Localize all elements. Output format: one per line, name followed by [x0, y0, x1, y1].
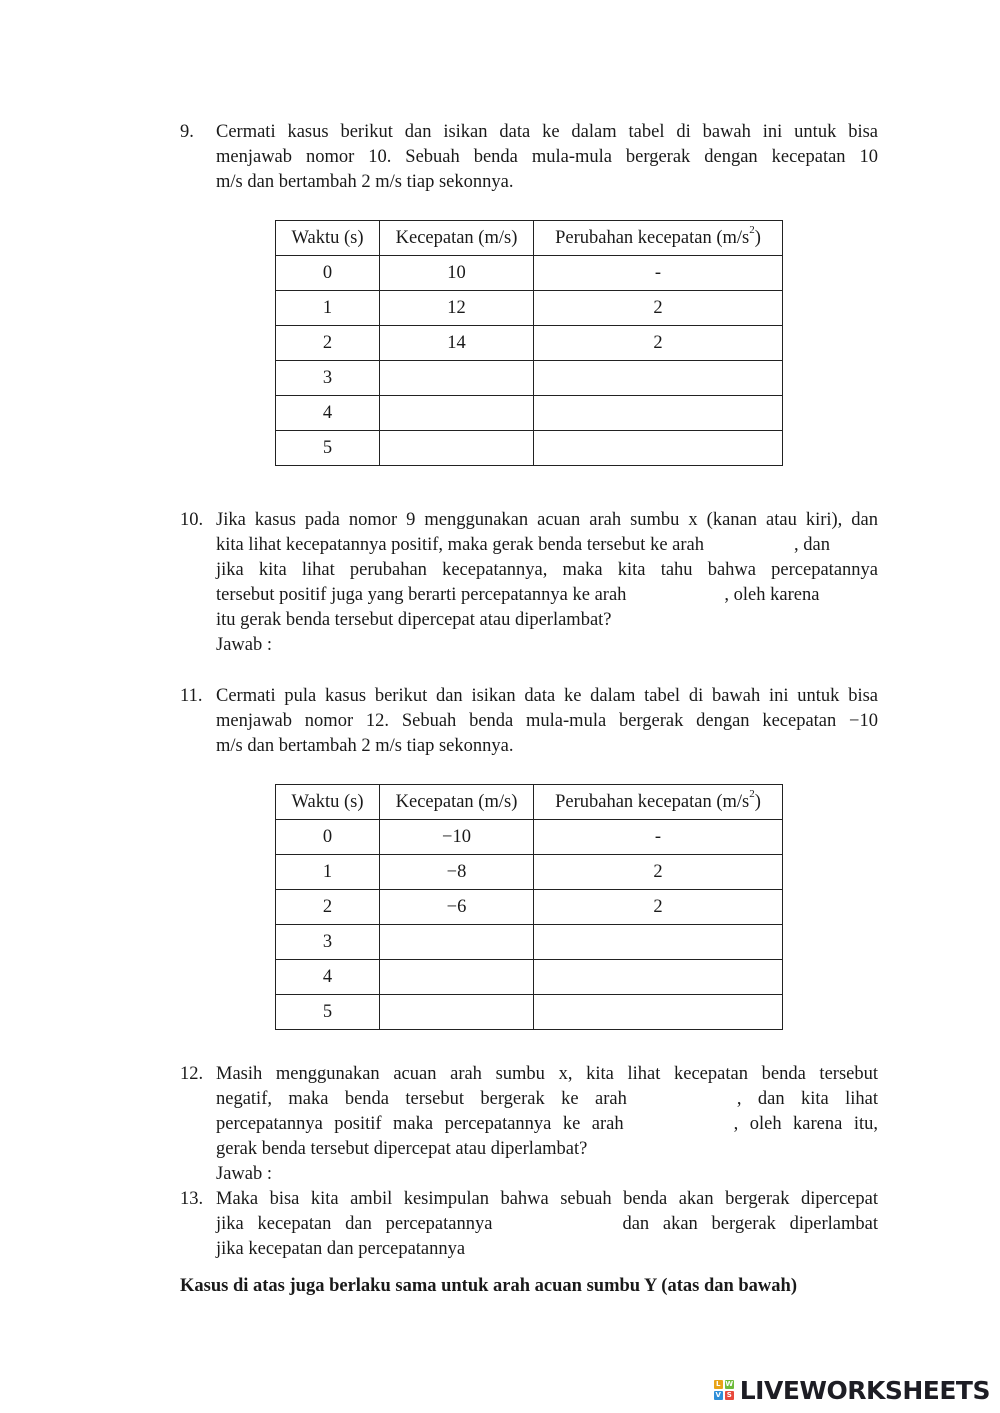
question-10-number: 10.	[180, 510, 204, 530]
answer-cell-velocity-change[interactable]	[534, 960, 783, 995]
cell-time: 0	[276, 256, 380, 291]
velocity-table-1	[275, 220, 783, 466]
header-velocity-change: Perubahan kecepatan $(m/s^2)$	[534, 221, 783, 256]
question-12-line-4: gerak benda tersebut dipercepat atau diperlambat?	[216, 1139, 588, 1159]
question-9-number: 9.	[180, 122, 194, 142]
header-velocity: Kecepatan (m/s)	[380, 221, 534, 256]
question-12-number: 12.	[180, 1064, 204, 1084]
table-row	[276, 855, 783, 890]
cell-time: 3	[276, 361, 380, 396]
question-10-text	[216, 508, 878, 658]
answer-cell-velocity-change[interactable]	[534, 925, 783, 960]
table-row	[276, 820, 783, 855]
cell-time: 4	[276, 960, 380, 995]
question-9-line-3: m/s dan bertambah 2 m/s tiap sekonnya.	[216, 172, 514, 192]
question-12-text	[216, 1062, 878, 1187]
brand-name: LIVEWORKSHEETS	[739, 1375, 990, 1405]
header-velocity-change: Perubahan kecepatan $(m/s^2)$	[534, 785, 783, 820]
liveworksheets-brand	[714, 1377, 990, 1403]
table-row	[276, 256, 783, 291]
answer-cell-velocity[interactable]	[380, 960, 534, 995]
question-10-line-2: kita lihat kecepatannya positif, maka gerak benda tersebut ke arah , dan	[216, 535, 830, 555]
answer-cell-velocity[interactable]	[380, 396, 534, 431]
answer-cell-velocity-change[interactable]	[534, 431, 783, 466]
cell-velocity-change: 2	[534, 890, 783, 925]
table-row	[276, 925, 783, 960]
question-12-answer-label: Jawab :	[216, 1164, 272, 1184]
table-row	[276, 960, 783, 995]
table-row	[276, 326, 783, 361]
cell-time: 0	[276, 820, 380, 855]
cell-velocity: −10	[380, 820, 534, 855]
question-12-line-3: percepatannya positif maka percepatannya ke arah , oleh karena itu,	[216, 1114, 878, 1134]
question-10-line-4: tersebut positif juga yang berarti percepatannya ke arah , oleh karena	[216, 585, 820, 605]
header-time: Waktu (s)	[276, 221, 380, 256]
table-header-row	[276, 785, 783, 820]
cell-time: 1	[276, 291, 380, 326]
cell-velocity-change: -	[534, 256, 783, 291]
question-9-line-1: Cermati kasus berikut dan isikan data ke dalam tabel di bawah ini untuk bisa	[216, 122, 878, 142]
cell-time: 2	[276, 890, 380, 925]
cell-velocity-change: 2	[534, 291, 783, 326]
question-11-line-3: m/s dan bertambah 2 m/s tiap sekonnya.	[216, 736, 514, 756]
question-13-number: 13.	[180, 1189, 204, 1209]
cell-time: 4	[276, 396, 380, 431]
velocity-table-2	[275, 784, 783, 1030]
answer-cell-velocity-change[interactable]	[534, 995, 783, 1030]
answer-cell-velocity-change[interactable]	[534, 361, 783, 396]
question-10-line-1: Jika kasus pada nomor 9 menggunakan acuan arah sumbu x (kanan atau kiri), dan	[216, 510, 878, 530]
question-11-line-1: Cermati pula kasus berikut dan isikan data ke dalam tabel di bawah ini untuk bisa	[216, 686, 878, 706]
answer-cell-velocity[interactable]	[380, 995, 534, 1030]
cell-velocity: 10	[380, 256, 534, 291]
header-time: Waktu (s)	[276, 785, 380, 820]
cell-time: 5	[276, 431, 380, 466]
answer-cell-velocity[interactable]	[380, 431, 534, 466]
table-row	[276, 396, 783, 431]
question-10-line-3: jika kita lihat perubahan kecepatannya, maka kita tahu bahwa percepatannya	[216, 560, 878, 580]
cell-velocity-change: 2	[534, 855, 783, 890]
cell-velocity-change: 2	[534, 326, 783, 361]
table-header-row	[276, 221, 783, 256]
cell-velocity: −6	[380, 890, 534, 925]
cell-time: 1	[276, 855, 380, 890]
answer-cell-velocity-change[interactable]	[534, 396, 783, 431]
question-12-line-1: Masih menggunakan acuan arah sumbu x, kita lihat kecepatan benda tersebut	[216, 1064, 878, 1084]
cell-time: 3	[276, 925, 380, 960]
table-row	[276, 995, 783, 1030]
answer-cell-velocity[interactable]	[380, 361, 534, 396]
liveworksheets-logo-icon: L W V S	[715, 1380, 734, 1399]
table-row	[276, 361, 783, 396]
question-13-text	[216, 1187, 878, 1262]
question-9-line-2: menjawab nomor 10. Sebuah benda mula-mula bergerak dengan kecepatan 10	[216, 147, 878, 167]
cell-velocity: −8	[380, 855, 534, 890]
question-10-answer-label: Jawab :	[216, 635, 272, 655]
question-11-line-2: menjawab nomor 12. Sebuah benda mula-mula bergerak dengan kecepatan −10	[216, 711, 878, 731]
question-11-text	[216, 684, 878, 759]
question-10-line-5: itu gerak benda tersebut dipercepat atau diperlambat?	[216, 610, 612, 630]
answer-cell-velocity[interactable]	[380, 925, 534, 960]
cell-time: 2	[276, 326, 380, 361]
cell-velocity: 12	[380, 291, 534, 326]
table-row	[276, 431, 783, 466]
closing-note: Kasus di atas juga berlaku sama untuk arah acuan sumbu Y (atas dan bawah)	[180, 1276, 797, 1296]
cell-velocity-change: -	[534, 820, 783, 855]
table-row	[276, 291, 783, 326]
table-row	[276, 890, 783, 925]
question-13-line-2: jika kecepatan dan percepatannya dan akan bergerak diperlambat	[216, 1214, 879, 1234]
question-13-line-3: jika kecepatan dan percepatannya	[216, 1239, 466, 1259]
question-11-number: 11.	[180, 686, 203, 706]
header-velocity: Kecepatan (m/s)	[380, 785, 534, 820]
cell-time: 5	[276, 995, 380, 1030]
question-13-line-1: Maka bisa kita ambil kesimpulan bahwa sebuah benda akan bergerak dipercepat	[216, 1189, 878, 1209]
cell-velocity: 14	[380, 326, 534, 361]
question-12-line-2: negatif, maka benda tersebut bergerak ke arah , dan kita lihat	[216, 1089, 878, 1109]
question-9-text	[216, 120, 878, 195]
